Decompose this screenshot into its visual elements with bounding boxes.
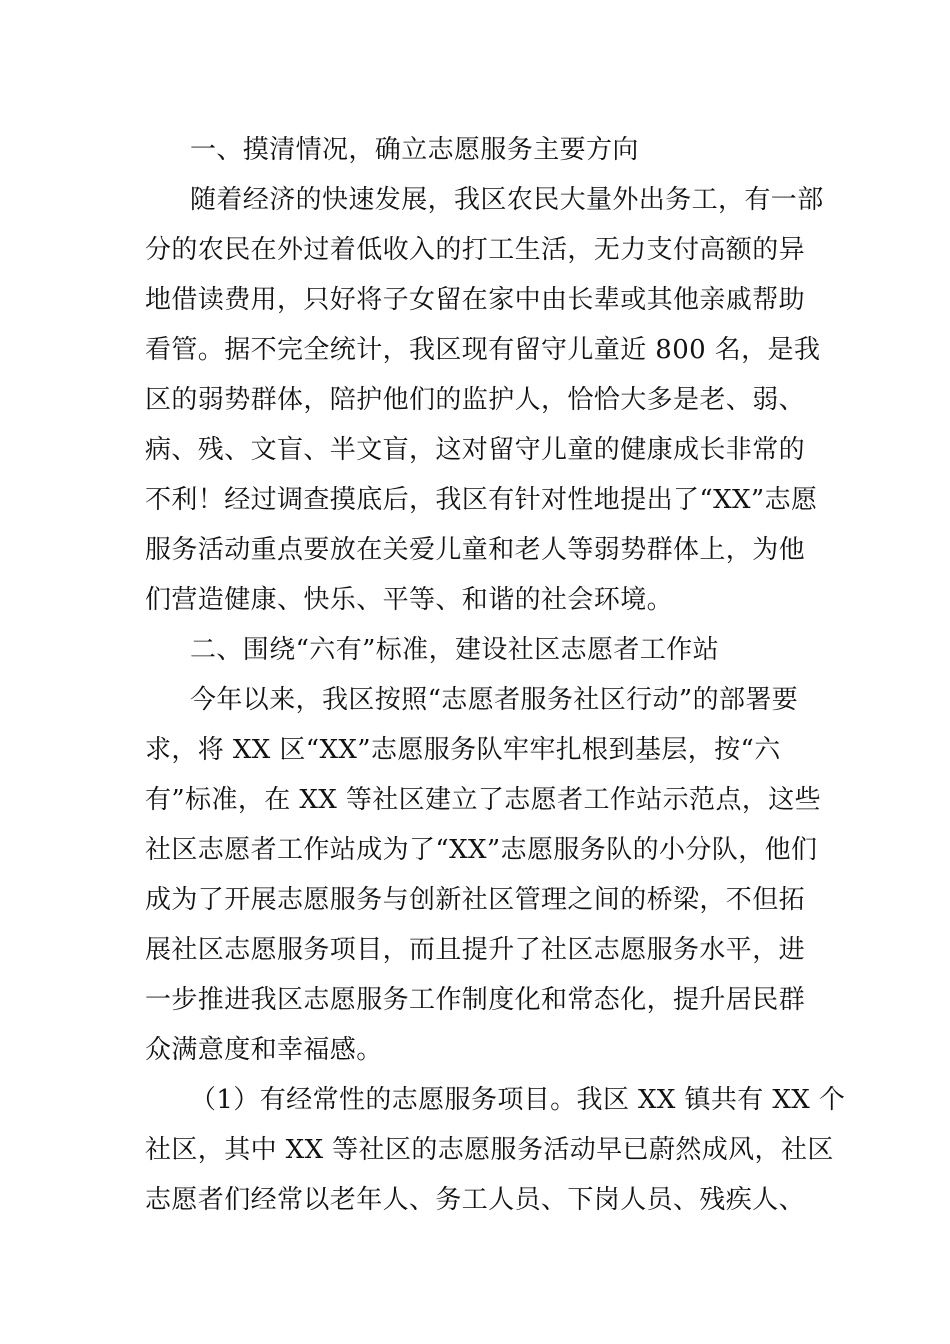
paragraph-line: 服务活动重点要放在关爱儿童和老人等弱势群体上，为他 bbox=[145, 535, 806, 565]
paragraph-line: 看管。据不完全统计，我区现有留守儿童近 800 名，是我 bbox=[145, 335, 821, 365]
subsection-paragraph-line: （1）有经常性的志愿服务项目。我区 XX 镇共有 XX 个 bbox=[190, 1085, 846, 1115]
paragraph-line: 众满意度和幸福感。 bbox=[145, 1035, 383, 1065]
paragraph-line: 求，将 XX 区“XX”志愿服务队牢牢扎根到基层，按“六 bbox=[145, 735, 781, 765]
paragraph-line: 展社区志愿服务项目，而且提升了社区志愿服务水平，进 bbox=[145, 935, 806, 965]
paragraph-line: 志愿者们经常以老年人、务工人员、下岗人员、残疾人、 bbox=[145, 1185, 806, 1215]
paragraph-line: 有”标准，在 XX 等社区建立了志愿者工作站示范点，这些 bbox=[145, 785, 822, 815]
section-heading-1: 一、摸清情况，确立志愿服务主要方向 bbox=[190, 135, 639, 165]
paragraph-line: 分的农民在外过着低收入的打工生活，无力支付高额的异 bbox=[145, 235, 806, 265]
paragraph-line: 社区，其中 XX 等社区的志愿服务活动早已蔚然成风，社区 bbox=[145, 1135, 834, 1165]
paragraph-line: 不利！经过调查摸底后，我区有针对性地提出了“XX”志愿 bbox=[145, 485, 818, 515]
paragraph-line: 地借读费用，只好将子女留在家中由长辈或其他亲戚帮助 bbox=[145, 285, 806, 315]
paragraph-line: 们营造健康、快乐、平等、和谐的社会环境。 bbox=[145, 585, 674, 615]
paragraph-line: 随着经济的快速发展，我区农民大量外出务工，有一部 bbox=[190, 185, 824, 215]
paragraph-line: 病、残、文盲、半文盲，这对留守儿童的健康成长非常的 bbox=[145, 435, 806, 465]
paragraph-line: 区的弱势群体，陪护他们的监护人，恰恰大多是老、弱、 bbox=[145, 385, 806, 415]
paragraph-line: 成为了开展志愿服务与创新社区管理之间的桥梁，不但拓 bbox=[145, 885, 806, 915]
paragraph-line: 一步推进我区志愿服务工作制度化和常态化，提升居民群 bbox=[145, 985, 806, 1015]
paragraph-line: 今年以来，我区按照“志愿者服务社区行动”的部署要 bbox=[190, 685, 799, 715]
paragraph-line: 社区志愿者工作站成为了“XX”志愿服务队的小分队，他们 bbox=[145, 835, 818, 865]
section-heading-2: 二、围绕“六有”标准，建设社区志愿者工作站 bbox=[190, 635, 719, 665]
